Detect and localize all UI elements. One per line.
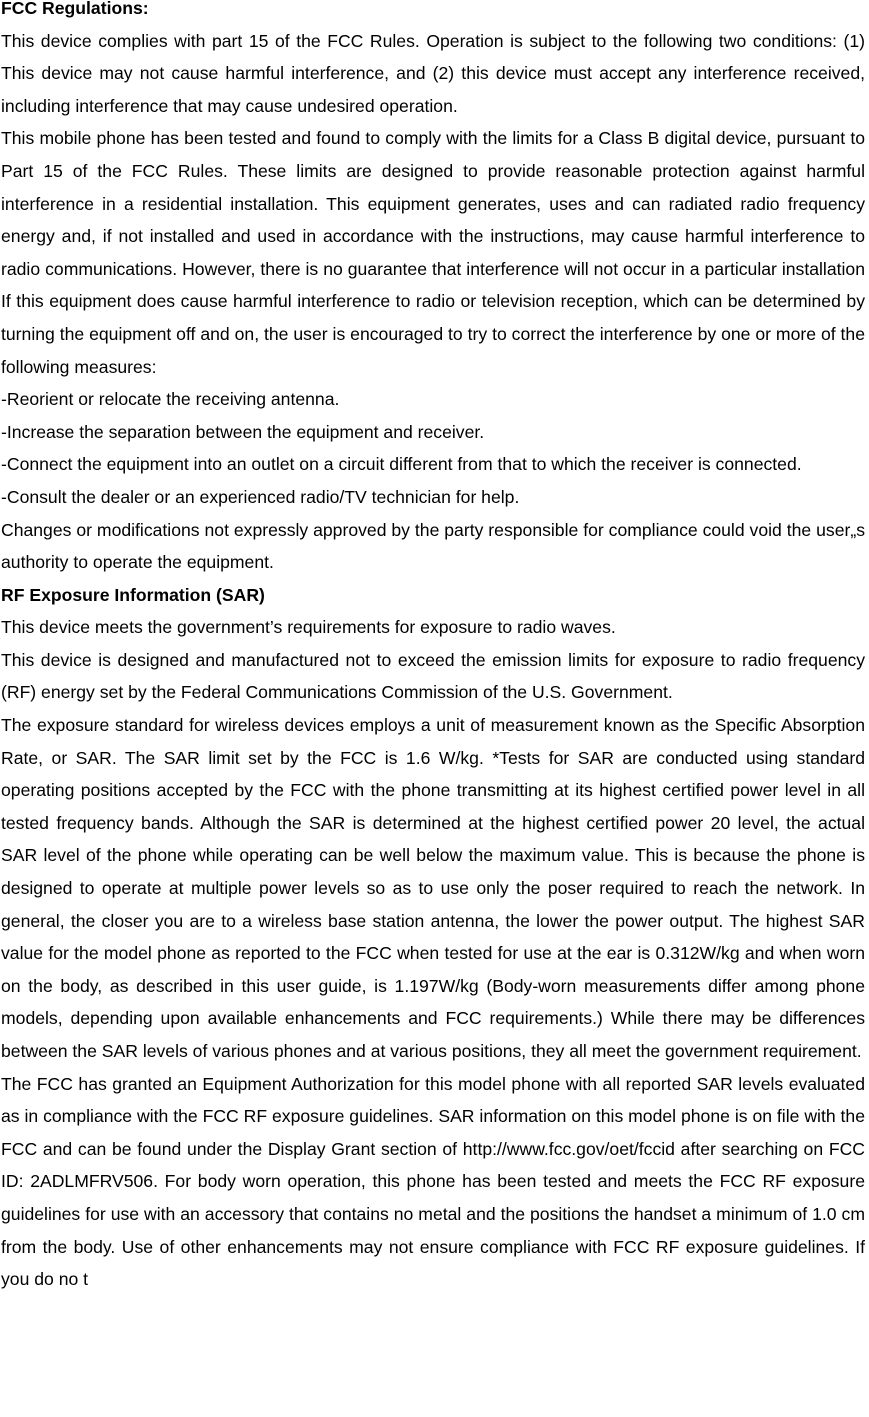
measure-outlet: -Connect the equipment into an outlet on a circuit different from that to which the receiver is connected. [1, 454, 802, 475]
rf-exposure-heading: RF Exposure Information (SAR) [1, 584, 265, 605]
fcc-compliance-paragraph: This device complies with part 15 of the FCC Rules. Operation is subject to the following two conditions: (1) This device may not cause harmful interference, and (2) this device must accept any interference received, including interference that may cause undesired operation. [1, 30, 865, 116]
sar-standard-paragraph: The exposure standard for wireless devices employs a unit of measurement known as the Specific Absorption Rate, or SAR. The SAR limit set by the FCC is 1.6 W/kg. *Tests for SAR are conducted using standard operating positions accepted by the FCC with the phone transmitting at its highest certified power level in all tested frequency bands. Although the SAR is determined at the highest certified power 20 level, the actual SAR level of the phone while operating can be well below the maximum value. This is because the phone is designed to operate at multiple power levels so as to use only the poser required to reach the network. In general, the closer you are to a wireless base station antenna, the lower the power output. The highest SAR value for the model phone as reported to the FCC when tested for use at the ear is 0.312W/kg and when worn on the body, as described in this user guide, is 1.197W/kg (Body-worn measurements differ among phone models, depending upon available enhancements and FCC requirements.) While there may be differences between the SAR levels of various phones and at various positions, they all meet the government requirement. [1, 715, 865, 1061]
radio-waves-paragraph: This device meets the government’s requirements for exposure to radio waves. [1, 617, 616, 638]
modifications-paragraph: Changes or modifications not expressly approved by the party responsible for compliance could void the user„s authority to operate the equipment. [1, 519, 865, 573]
measure-separation: -Increase the separation between the equipment and receiver. [1, 421, 485, 442]
measure-reorient: -Reorient or relocate the receiving antenna. [1, 389, 340, 410]
emission-limits-paragraph: This device is designed and manufactured not to exceed the emission limits for exposure to radio frequency (RF) energy set by the Federal Communications Commission of the U.S. Government. [1, 649, 865, 703]
measure-consult: -Consult the dealer or an experienced radio/TV technician for help. [1, 486, 520, 507]
document-page [1, 0, 865, 1296]
class-b-limits-paragraph: This mobile phone has been tested and found to comply with the limits for a Class B digital device, pursuant to Part 15 of the FCC Rules. These limits are designed to provide reasonable protection against harmful interference in a residential installation. This equipment generates, uses and can radiated radio frequency energy and, if not installed and used in accordance with the instructions, may cause harmful interference to radio communications. However, there is no guarantee that interference will not occur in a particular installation If this equipment does cause harmful interference to radio or television reception, which can be determined by turning the equipment off and on, the user is encouraged to try to correct the interference by one or more of the following measures: [1, 128, 865, 377]
fcc-regulations-heading: FCC Regulations: [1, 0, 149, 18]
equipment-authorization-paragraph: The FCC has granted an Equipment Authorization for this model phone with all reported SAR levels evaluated as in compliance with the FCC RF exposure guidelines. SAR information on this model phone is on file with the FCC and can be found under the Display Grant section of http://www.fcc.gov/oet/fccid after searching on FCC ID: 2ADLMFRV506. For body worn operation, this phone has been tested and meets the FCC RF exposure guidelines for use with an accessory that contains no metal and the positions the handset a minimum of 1.0 cm from the body. Use of other enhancements may not ensure compliance with FCC RF exposure guidelines. If you do no t [1, 1073, 865, 1290]
